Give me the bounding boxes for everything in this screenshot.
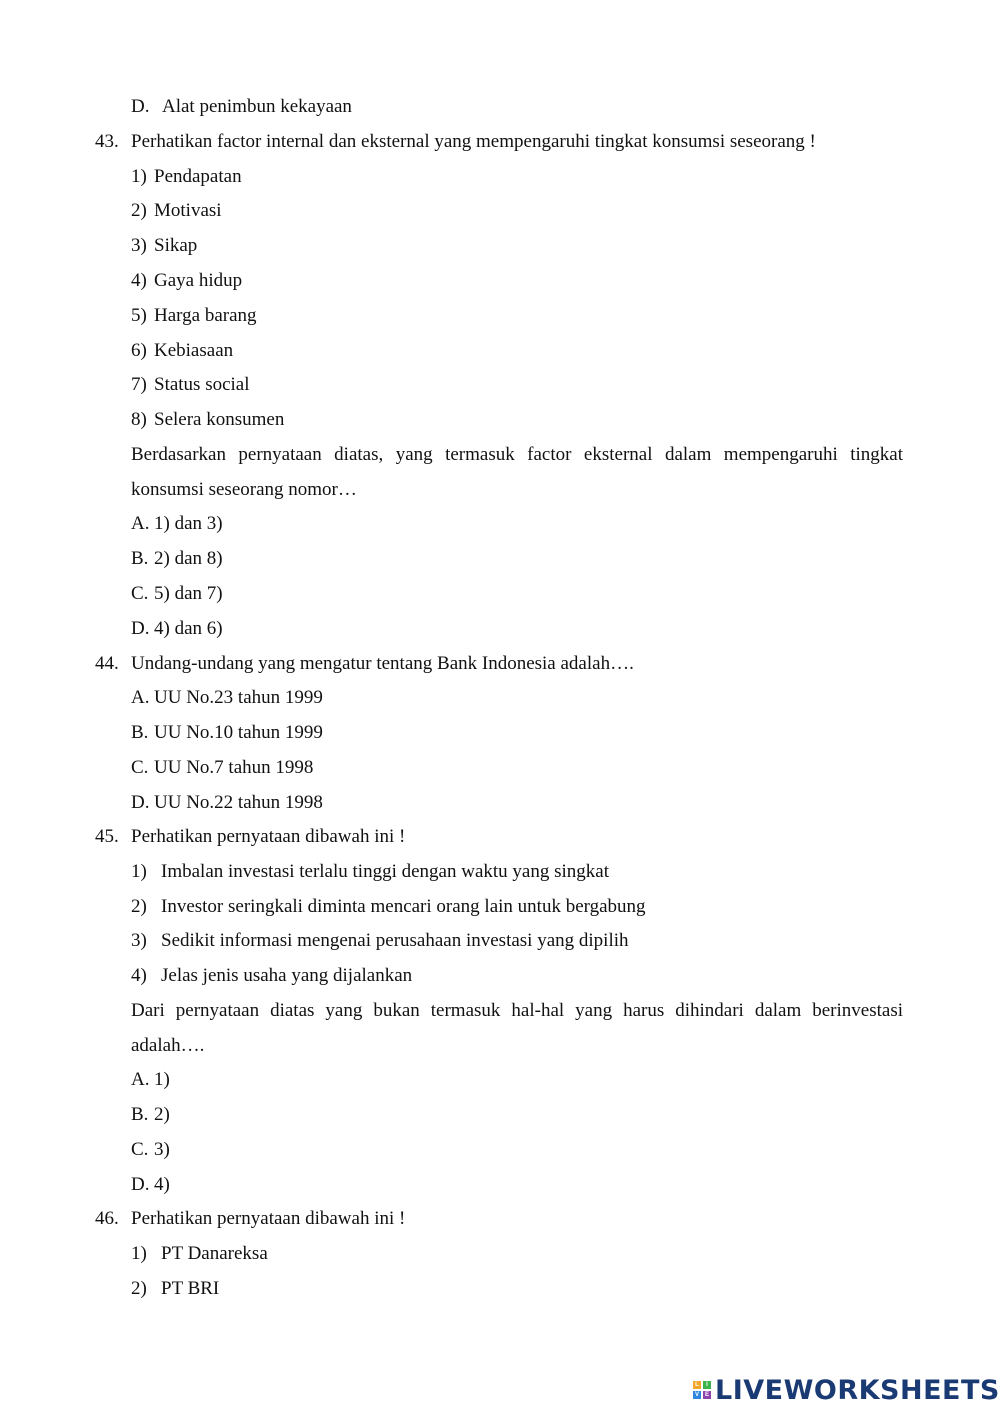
item-number: 2) bbox=[131, 1278, 147, 1299]
item-text: Investor seringkali diminta mencari orang lain untuk bergabung bbox=[161, 896, 646, 917]
question-stem-line2: konsumsi seseorang nomor… bbox=[131, 479, 357, 500]
question-stem-line2: adalah…. bbox=[131, 1035, 205, 1056]
option-text: 4) bbox=[154, 1174, 170, 1195]
option-text: Alat penimbun kekayaan bbox=[162, 96, 352, 117]
logo-grid-letter: I bbox=[703, 1381, 711, 1389]
logo-text: LIVEWORKSHEETS bbox=[715, 1374, 1000, 1406]
item-text: Pendapatan bbox=[154, 166, 242, 187]
item-text: Harga barang bbox=[154, 305, 257, 326]
option-text: 5) dan 7) bbox=[154, 583, 223, 604]
option-text: 2) bbox=[154, 1104, 170, 1125]
option-letter: C. bbox=[131, 583, 149, 604]
option-letter: B. bbox=[131, 548, 149, 569]
option-letter: D. bbox=[131, 1174, 150, 1195]
option-text: 3) bbox=[154, 1139, 170, 1160]
item-number: 3) bbox=[131, 930, 147, 951]
item-text: Jelas jenis usaha yang dijalankan bbox=[161, 965, 413, 986]
item-number: 8) bbox=[131, 409, 147, 430]
question-text: Perhatikan pernyataan dibawah ini ! bbox=[131, 826, 406, 847]
question-text: Perhatikan factor internal dan eksternal yang mempengaruhi tingkat konsumsi seseorang ! bbox=[131, 131, 816, 152]
logo-grid-icon bbox=[693, 1381, 711, 1399]
logo-grid-letter: V bbox=[694, 1392, 699, 1398]
question-stem-line1: Dari pernyataan diatas yang bukan termasuk hal-hal yang harus dihindari dalam berinvestasi bbox=[131, 1000, 903, 1021]
item-number: 2) bbox=[131, 200, 147, 221]
item-text: Sedikit informasi mengenai perusahaan investasi yang dipilih bbox=[161, 930, 629, 951]
option-text: 2) dan 8) bbox=[154, 548, 223, 569]
liveworksheets-logo bbox=[693, 1375, 1000, 1405]
item-text: Selera konsumen bbox=[154, 409, 285, 430]
item-number: 1) bbox=[131, 861, 147, 882]
option-letter: A. bbox=[131, 513, 150, 534]
option-letter: A. bbox=[131, 687, 150, 708]
item-number: 4) bbox=[131, 270, 147, 291]
option-letter: C. bbox=[131, 1139, 149, 1160]
option-text: UU No.23 tahun 1999 bbox=[154, 687, 323, 708]
logo-grid-letter: L bbox=[693, 1381, 701, 1389]
question-number: 45. bbox=[95, 826, 119, 847]
option-text: 1) dan 3) bbox=[154, 513, 223, 534]
item-text: Sikap bbox=[154, 235, 198, 256]
option-letter: B. bbox=[131, 1104, 149, 1125]
item-text: Gaya hidup bbox=[154, 270, 243, 291]
item-number: 3) bbox=[131, 235, 147, 256]
option-text: 4) dan 6) bbox=[154, 618, 223, 639]
question-text: Undang-undang yang mengatur tentang Bank Indonesia adalah…. bbox=[131, 653, 634, 674]
item-text: Motivasi bbox=[154, 200, 222, 221]
item-number: 2) bbox=[131, 896, 147, 917]
item-number: 6) bbox=[131, 340, 147, 361]
item-text: Imbalan investasi terlalu tinggi dengan waktu yang singkat bbox=[161, 861, 609, 882]
item-number: 1) bbox=[131, 166, 147, 187]
option-letter: C. bbox=[131, 757, 149, 778]
option-text: UU No.10 tahun 1999 bbox=[154, 722, 323, 743]
question-text: Perhatikan pernyataan dibawah ini ! bbox=[131, 1208, 406, 1229]
option-text: UU No.7 tahun 1998 bbox=[154, 757, 314, 778]
option-letter: D. bbox=[131, 618, 150, 639]
item-number: 7) bbox=[131, 374, 147, 395]
logo-grid-letter: E bbox=[704, 1392, 709, 1398]
question-number: 44. bbox=[95, 653, 119, 674]
item-number: 1) bbox=[131, 1243, 147, 1264]
item-text: Kebiasaan bbox=[154, 340, 234, 361]
option-letter: D. bbox=[131, 96, 150, 117]
item-number: 4) bbox=[131, 965, 147, 986]
item-text: PT BRI bbox=[161, 1278, 220, 1299]
option-letter: D. bbox=[131, 792, 150, 813]
option-text: 1) bbox=[154, 1069, 170, 1090]
question-number: 46. bbox=[95, 1208, 119, 1229]
item-number: 5) bbox=[131, 305, 147, 326]
item-text: PT Danareksa bbox=[161, 1243, 268, 1264]
item-text: Status social bbox=[154, 374, 250, 395]
question-number: 43. bbox=[95, 131, 119, 152]
option-letter: A. bbox=[131, 1069, 150, 1090]
option-letter: B. bbox=[131, 722, 149, 743]
question-stem-line1: Berdasarkan pernyataan diatas, yang termasuk factor eksternal dalam mempengaruhi tingkat bbox=[131, 444, 903, 465]
option-text: UU No.22 tahun 1998 bbox=[154, 792, 323, 813]
